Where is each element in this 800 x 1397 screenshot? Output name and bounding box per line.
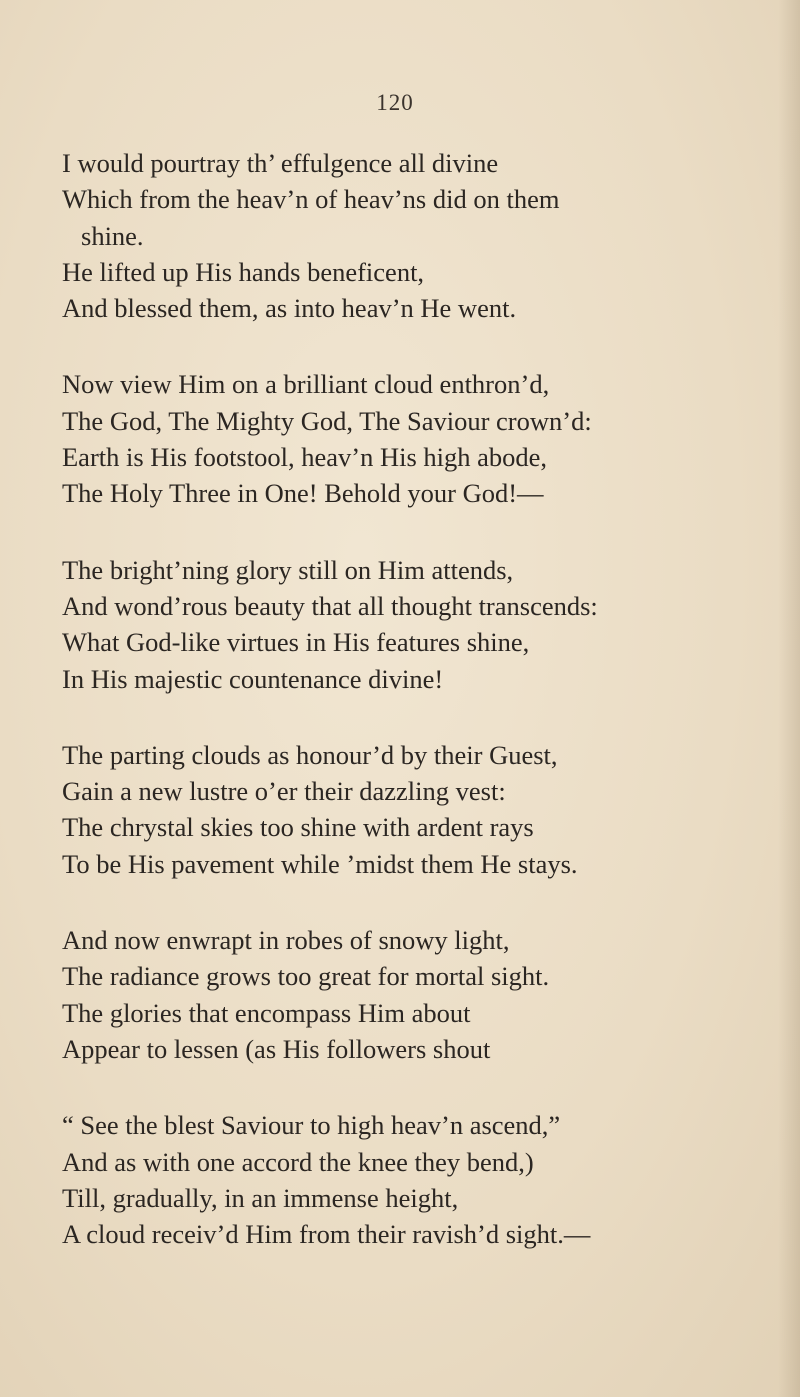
poem-line: And now enwrapt in robes of snowy light, [62,925,510,956]
page-number: 120 [376,90,414,115]
poem-line: Till, gradually, in an immense height, [62,1182,459,1213]
poem-line: He lifted up His hands beneficent, [62,256,425,287]
poem-line: The Holy Three in One! Behold your God!— [62,478,544,509]
poem-line: What God-like virtues in His features shine, [62,627,530,658]
stanza [62,145,762,326]
poem-line: The glories that encompass Him about [62,997,471,1028]
poem-line: To be His pavement while ’midst them He stays. [62,848,578,879]
poem-line: “ See the blest Saviour to high heav’n ascend,” [62,1110,561,1141]
poem-line: Which from the heav’n of heav’ns did on them [62,184,560,215]
stanza [62,922,762,1067]
poem-line: The radiance grows too great for mortal sight. [62,961,550,992]
stanza [62,737,762,882]
poem-line: The parting clouds as honour’d by their Guest, [62,739,558,770]
poem-line: The God, The Mighty God, The Saviour crown’d: [62,405,592,436]
poem [62,145,762,1292]
stanza [62,366,762,511]
poem-line: Now view Him on a brilliant cloud enthron’d, [62,369,550,400]
poem-line: Earth is His footstool, heav’n His high abode, [62,442,548,473]
poem-line: The bright’ning glory still on Him attends, [62,554,514,585]
poem-line: I would pourtray th’ effulgence all divine [62,148,499,178]
poem-line: Gain a new lustre o’er their dazzling vest: [62,776,506,807]
stanza [62,1107,762,1252]
poem-line: And blessed them, as into heav’n He went. [62,293,517,324]
poem-line: The chrystal skies too shine with ardent rays [62,812,534,843]
poem-line: And wond’rous beauty that all thought transcends: [62,590,598,621]
stanza [62,552,762,697]
poem-line: shine. [81,220,144,251]
poem-line: And as with one accord the knee they bend,) [62,1146,534,1177]
poem-line: Appear to lessen (as His followers shout [62,1033,491,1064]
page-edge-shadow [778,0,800,1397]
poem-line: A cloud receiv’d Him from their ravish’d sight.— [62,1219,591,1250]
poem-line: In His majestic countenance divine! [62,663,444,694]
